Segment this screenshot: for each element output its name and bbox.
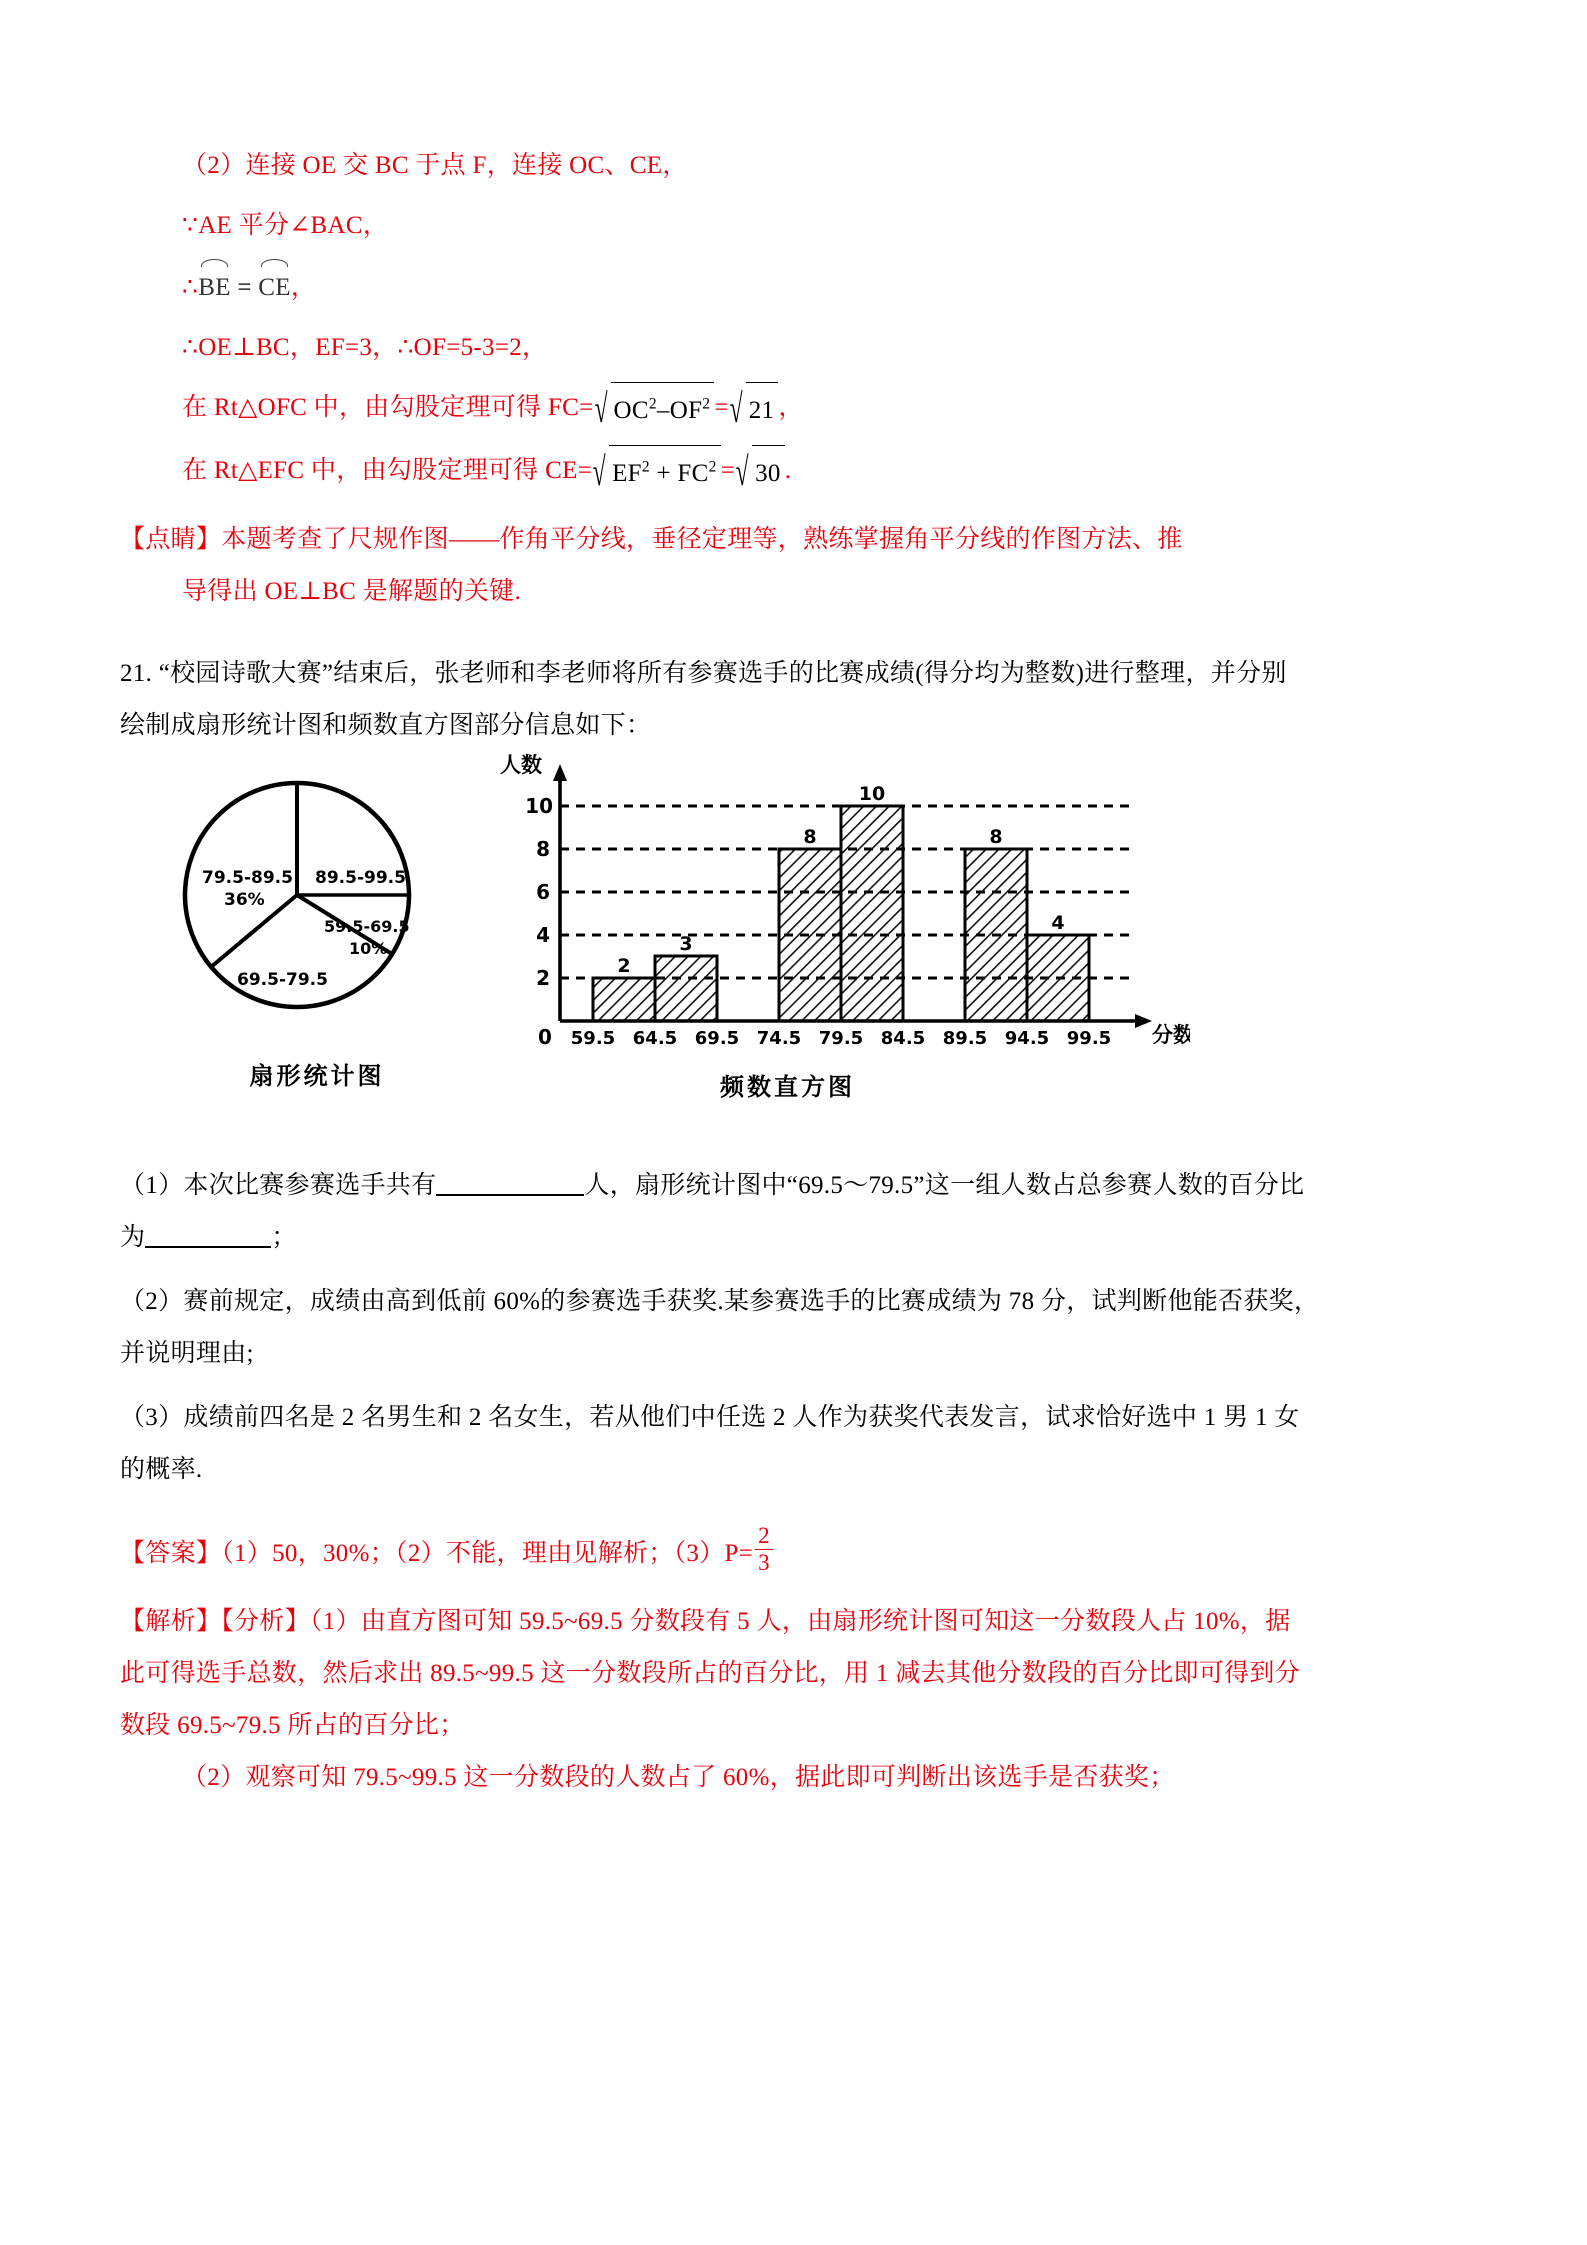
pie-label-69-79: 69.5-79.5 xyxy=(237,970,328,990)
analysis-line-1: 【解析】【分析】（1）由直方图可知 59.5~69.5 分数段有 5 人，由扇形统计图可知这一分数段人占 10%，据 xyxy=(120,1608,1291,1635)
ce-line-period: . xyxy=(784,457,792,485)
bar-74-79 xyxy=(779,849,841,1021)
bar-value-10: 10 xyxy=(858,783,886,805)
bar-94-99 xyxy=(1027,935,1089,1021)
sqrt-ef2-plus-fc2 xyxy=(592,445,721,500)
part1-text-d: ； xyxy=(271,1224,297,1251)
sqrt-30-value: 30 xyxy=(752,445,785,500)
part1-text-a: （1）本次比赛参赛选手共有 xyxy=(120,1172,437,1199)
sqrt-oc2-minus-of2 xyxy=(594,382,715,437)
arc-ce: CE xyxy=(258,260,291,314)
analysis-line-4: （2）观察可知 79.5~99.5 这一分数段的人数占了 60%，据此即可判断出该选手是否获奖； xyxy=(182,1764,1175,1791)
question21-part3-line2: 的概率. xyxy=(120,1456,203,1483)
bar-value-3: 3 xyxy=(679,933,693,955)
fraction-numerator: 2 xyxy=(758,1523,770,1549)
fc-line-comma: ， xyxy=(778,394,804,422)
ce-equals: = xyxy=(720,457,736,485)
dianjing-line-2: 导得出 OE⊥BC 是解题的关键. xyxy=(182,578,522,605)
bar-value-2: 2 xyxy=(617,955,631,977)
x-tick-99-5: 99.5 xyxy=(1066,1028,1112,1049)
arc-line-comma: ， xyxy=(290,274,317,301)
bar-value-4: 4 xyxy=(1051,912,1065,934)
bars xyxy=(593,806,1089,1021)
question21-stem-line-1: 21. “校园诗歌大赛”结束后，张老师和李老师将所有参赛选手的比赛成绩(得分均为整数)进行整理，并分别 xyxy=(120,660,1287,687)
x-tick-59-5: 59.5 xyxy=(570,1028,616,1049)
pie-label-79-89: 79.5-89.5 xyxy=(202,868,293,888)
x-axis-label: 分数 xyxy=(1152,1023,1190,1047)
solution-block xyxy=(182,140,1467,500)
pie-chart-caption: 扇形统计图 xyxy=(249,1062,385,1090)
histogram-caption: 频数直方图 xyxy=(720,1073,855,1101)
sqrt-minus-of: –OF xyxy=(656,397,703,424)
bar-89-94 xyxy=(965,849,1027,1021)
ce-lead-text: 在 Rt△EFC 中，由勾股定理可得 CE= xyxy=(182,457,593,485)
sqrt-21 xyxy=(729,382,779,437)
y-tick-8: 8 xyxy=(536,837,550,861)
y-tick-2: 2 xyxy=(536,966,550,990)
pie-percent-36: 36% xyxy=(224,890,265,910)
solution-line-arc-equality xyxy=(182,260,1467,314)
sup-two-a: 2 xyxy=(648,395,657,413)
fc-equals: = xyxy=(714,394,729,422)
sup-two-b: 2 xyxy=(702,395,711,413)
sqrt-ef: EF xyxy=(612,460,642,487)
solution-line-perpendicular: ∴OE⊥BC，EF=3，∴OF=5-3=2， xyxy=(182,334,548,361)
x-tick-84-5: 84.5 xyxy=(880,1028,926,1049)
x-tick-74-5: 74.5 xyxy=(756,1028,802,1049)
sqrt-oc: OC xyxy=(613,397,649,424)
histogram-figure xyxy=(490,746,1190,1102)
question21-part3-line1: （3）成绩前四名是 2 名男生和 2 名女生，若从他们中任选 2 人作为获奖代表发言，试求恰好选中 1 男 1 女 xyxy=(120,1404,1300,1431)
pie-label-89-99: 89.5-99.5 xyxy=(315,868,406,888)
arc-be: BE xyxy=(198,260,231,314)
bar-value-8a: 8 xyxy=(803,826,817,848)
x-tick-79-5: 79.5 xyxy=(818,1028,864,1049)
bar-64-69 xyxy=(655,956,717,1021)
y-tick-labels xyxy=(525,794,553,990)
equals-sign: = xyxy=(230,274,259,301)
sqrt-30 xyxy=(735,445,785,500)
solution-line-ce xyxy=(182,445,1467,500)
histogram-svg xyxy=(490,746,1190,1056)
therefore-symbol: ∴ xyxy=(182,274,199,301)
analysis-line-3: 数段 69.5~79.5 所占的百分比； xyxy=(120,1712,465,1739)
part1-blank-percent[interactable] xyxy=(145,1246,271,1248)
pie-label-59-69: 59.5-69.5 xyxy=(324,917,410,936)
y-tick-6: 6 xyxy=(536,880,550,904)
answer-line xyxy=(120,1522,1467,1586)
y-tick-10: 10 xyxy=(525,794,553,818)
x-tick-64-5: 64.5 xyxy=(632,1028,678,1049)
solution-line-fc xyxy=(182,382,1467,437)
bar-79-84 xyxy=(841,806,903,1021)
figures-row xyxy=(120,753,1467,1101)
answer-lead-text: 【答案】（1）50，30%；（2）不能，理由见解析；（3）P= xyxy=(120,1540,754,1567)
part1-text-b: 人，扇形统计图中“69.5～79.5”这一组人数占总参赛人数的百分比 xyxy=(584,1172,1305,1199)
x-tick-69-5: 69.5 xyxy=(694,1028,740,1049)
fc-lead-text: 在 Rt△OFC 中，由勾股定理可得 FC= xyxy=(182,394,594,422)
origin-label: 0 xyxy=(538,1025,552,1049)
top-spacer xyxy=(120,55,1467,140)
question21-part2-line1: （2）赛前规定，成绩由高到低前 60%的参赛选手获奖.某参赛选手的比赛成绩为 78 分，试判断他能否获奖， xyxy=(120,1288,1320,1315)
x-axis-arrow xyxy=(1135,1014,1152,1028)
analysis-line-2: 此可得选手总数，然后求出 89.5~99.5 这一分数段所占的百分比，用 1 减去其他分数段的百分比即可得到分 xyxy=(120,1660,1301,1687)
y-tick-4: 4 xyxy=(536,923,550,947)
x-tick-94-5: 94.5 xyxy=(1004,1028,1050,1049)
solution-line-because: ∵AE 平分∠BAC， xyxy=(182,212,389,239)
pie-percent-10: 10% xyxy=(349,939,388,958)
dianjing-line-1: 【点睛】本题考查了尺规作图——作角平分线，垂径定理等，熟练掌握角平分线的作图方法、推 xyxy=(120,526,1183,553)
question21-part1-line1 xyxy=(120,1160,1467,1212)
y-axis-label: 人数 xyxy=(500,753,542,777)
bar-59-64 xyxy=(593,978,655,1021)
question21-stem-line-2: 绘制成扇形统计图和频数直方图部分信息如下： xyxy=(120,712,652,739)
part1-blank-total[interactable] xyxy=(436,1194,584,1196)
sqrt-21-value: 21 xyxy=(746,382,779,437)
probability-fraction xyxy=(755,1523,773,1576)
y-axis-arrow xyxy=(553,764,567,781)
bar-value-8b: 8 xyxy=(989,826,1003,848)
pie-chart-figure xyxy=(152,770,482,1091)
sup-two-d: 2 xyxy=(708,458,717,476)
solution-line-2: （2）连接 OE 交 BC 于点 F，连接 OC、CE， xyxy=(182,152,688,179)
pie-chart-svg xyxy=(167,770,467,1045)
fraction-denominator: 3 xyxy=(755,1549,773,1576)
sup-two-c: 2 xyxy=(641,458,650,476)
sqrt-plus-fc: + FC xyxy=(649,460,709,487)
x-tick-labels xyxy=(571,1028,1111,1049)
part1-text-c: 为 xyxy=(120,1224,146,1251)
question21-part1-line2 xyxy=(120,1212,1467,1264)
question21-part2-line2: 并说明理由; xyxy=(120,1340,254,1367)
x-tick-89-5: 89.5 xyxy=(942,1028,988,1049)
